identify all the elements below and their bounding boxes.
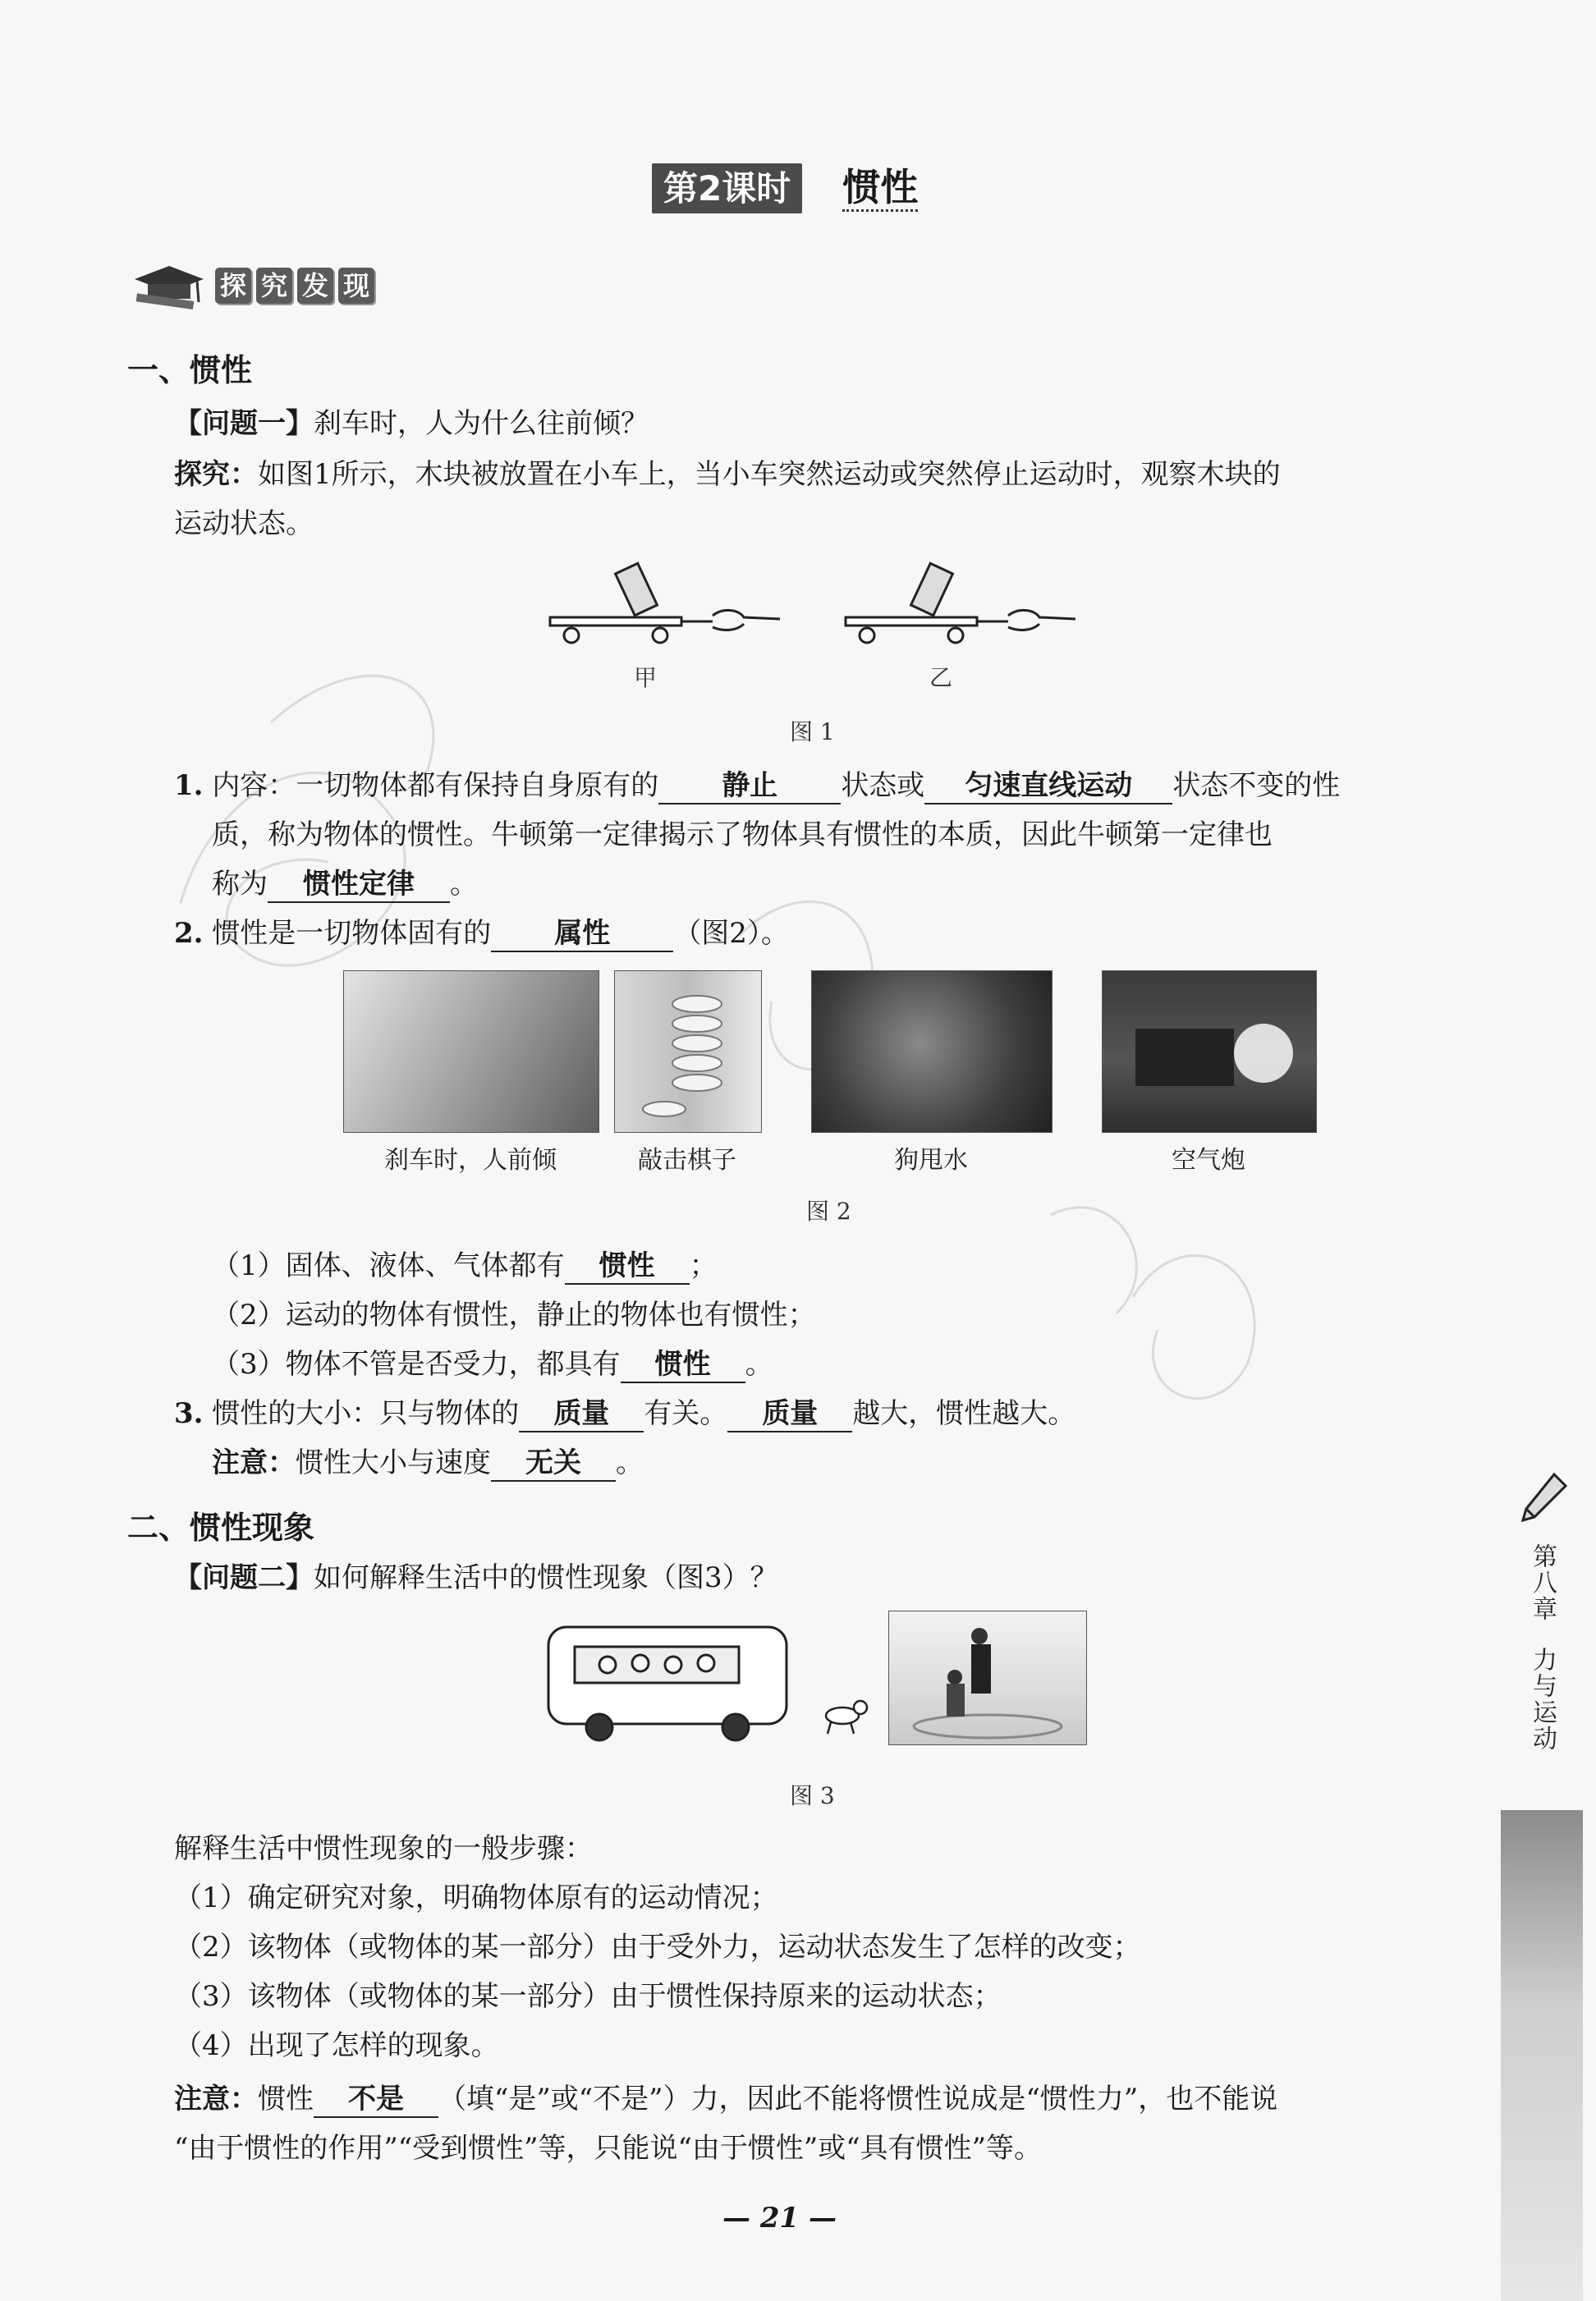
answer-blank-inertia-2: 惯性: [621, 1348, 745, 1383]
step-3: （3）该物体（或物体的某一部分）由于惯性保持原来的运动状态；: [174, 1980, 1002, 2013]
explore-char-1: 探: [215, 268, 251, 304]
photo-caption-cannon: 空气炮: [1172, 1146, 1245, 1175]
sub1-text-b: ；: [689, 1249, 718, 1282]
note2-line1: [174, 2081, 1277, 2118]
note2-label: 注意：: [174, 2083, 258, 2115]
note2-line2: “由于惯性的作用”“受到惯性”等，只能说“由于惯性”或“具有惯性”等。: [174, 2132, 1043, 2165]
item3-number: 3.: [174, 1397, 204, 1430]
figure3-caption: 图 3: [790, 1782, 835, 1809]
item1-text-b: 状态或: [841, 769, 925, 802]
explore-char-4: 现: [338, 268, 374, 304]
sub3-text-a: （3）物体不管是否受力，都具有: [212, 1348, 621, 1381]
item1-number: 1.: [174, 769, 204, 802]
step-4: （4）出现了怎样的现象。: [174, 2029, 499, 2062]
note1: [212, 1445, 644, 1482]
explore-banner: [131, 261, 379, 310]
item1-line1: [174, 768, 1340, 804]
photo-braking: [343, 970, 599, 1133]
answer-blank-not-force: 不是: [314, 2083, 438, 2118]
figure2-caption: 图 2: [806, 1198, 851, 1225]
chapter-side-tab: [1501, 1543, 1583, 1752]
steps-intro: 解释生活中惯性现象的一般步骤：: [174, 1832, 593, 1865]
photo-caption-checkers: 敲击棋子: [638, 1146, 736, 1175]
curling-players-icon: [889, 1611, 1086, 1744]
item3-text-b: 有关。: [644, 1397, 728, 1430]
answer-blank-mass-2: 质量: [727, 1397, 852, 1432]
answer-blank-uniform-motion: 匀速直线运动: [924, 769, 1172, 804]
stacked-pieces-icon: [615, 971, 761, 1132]
lesson-title: 惯性: [842, 165, 918, 212]
note1-text-b: 。: [616, 1446, 644, 1479]
item2: [174, 915, 789, 952]
graduation-cap-icon: [131, 261, 207, 310]
note2-text-b: （填“是”或“不是”）力，因此不能将惯性说成是“惯性力”，也不能说: [438, 2083, 1278, 2115]
item1-line2: 质，称为物体的惯性。牛顿第一定律揭示了物体具有惯性的本质，因此牛顿第一定律也: [212, 818, 1273, 851]
question2: [174, 1560, 778, 1596]
item1-text-a: 内容：一切物体都有保持自身原有的: [212, 769, 659, 802]
chapter-topic: 力与运动: [1528, 1647, 1557, 1752]
sub-item-3: [212, 1346, 773, 1383]
photo-dog-shaking: [811, 970, 1053, 1133]
photo-caption-braking: 刹车时，人前倾: [384, 1146, 557, 1175]
photo-air-cannon: [1102, 970, 1317, 1133]
explore-char-3: 发: [297, 268, 333, 304]
item1-line3-b: 。: [450, 868, 478, 901]
question2-label: 【问题二】: [174, 1561, 314, 1594]
note1-text-a: 惯性大小与速度: [296, 1446, 491, 1479]
figure3-bus-cartoon: [542, 1617, 796, 1745]
item2-text-a: 惯性是一切物体固有的: [212, 917, 492, 950]
step-1: （1）确定研究对象，明确物体原有的运动情况；: [174, 1882, 778, 1914]
question1: [174, 406, 649, 442]
figure1-carts: [542, 550, 1084, 665]
section1-heading: 一、惯性: [127, 352, 253, 388]
sub-item-1: [212, 1248, 718, 1285]
cart-yi: [846, 563, 1075, 643]
chapter-label: 第八章: [1528, 1543, 1557, 1622]
question1-label: 【问题一】: [174, 407, 314, 440]
item1-line3-a: 称为: [212, 868, 268, 901]
sub1-text-a: （1）固体、液体、气体都有: [212, 1249, 565, 1282]
item2-number: 2.: [174, 917, 204, 950]
figure1-label-yi: 乙: [929, 664, 953, 691]
explore-text-2: 运动状态。: [174, 507, 314, 540]
item3-text-a: 惯性的大小：只与物体的: [212, 1397, 520, 1430]
answer-blank-property: 属性: [491, 917, 673, 952]
answer-blank-mass-1: 质量: [519, 1397, 644, 1432]
photo-curling: [888, 1611, 1087, 1745]
explore-label: 探究：: [174, 458, 258, 491]
answer-blank-inertia-1: 惯性: [565, 1249, 690, 1285]
item1-line3: [212, 866, 478, 903]
answer-blank-inertia-law: 惯性定律: [268, 868, 450, 903]
item2-text-b: （图2）。: [673, 917, 789, 950]
smoke-ring-icon: [1103, 971, 1316, 1132]
question2-text: 如何解释生活中的惯性现象（图3）？: [314, 1561, 778, 1594]
item3: [174, 1396, 1075, 1432]
item1-text-c: 状态不变的性: [1172, 769, 1341, 802]
step-2: （2）该物体（或物体的某一部分）由于受外力，运动状态发生了怎样的改变；: [174, 1931, 1141, 1964]
photo-checkers: [614, 970, 762, 1133]
section2-heading: 二、惯性现象: [127, 1510, 315, 1546]
explore-paragraph: [174, 456, 1281, 493]
page-number: — 21 —: [722, 2202, 837, 2235]
dog-icon: [814, 1691, 872, 1737]
item3-text-c: 越大，惯性越大。: [852, 1397, 1076, 1430]
question1-text: 刹车时，人为什么往前倾？: [314, 407, 649, 440]
sub-item-2: （2）运动的物体有惯性，静止的物体也有惯性；: [212, 1299, 816, 1332]
side-gradient-bar: [1501, 1810, 1583, 2301]
photo-caption-dog: 狗甩水: [894, 1146, 968, 1175]
note2-text-a: 惯性: [258, 2083, 314, 2115]
answer-blank-unrelated: 无关: [491, 1446, 616, 1482]
cart-jia: [550, 563, 780, 643]
figure1-caption: 图 1: [790, 718, 835, 745]
explore-char-2: 究: [256, 268, 292, 304]
figure1-label-jia: 甲: [634, 664, 658, 691]
sub3-text-b: 。: [745, 1348, 773, 1381]
note1-label: 注意：: [212, 1446, 296, 1479]
pen-icon: [1513, 1469, 1571, 1527]
answer-blank-static: 静止: [658, 769, 841, 804]
lesson-label: 第2课时: [652, 163, 802, 213]
explore-text-1: 如图1所示，木块被放置在小车上，当小车突然运动或突然停止运动时，观察木块的: [258, 458, 1281, 491]
